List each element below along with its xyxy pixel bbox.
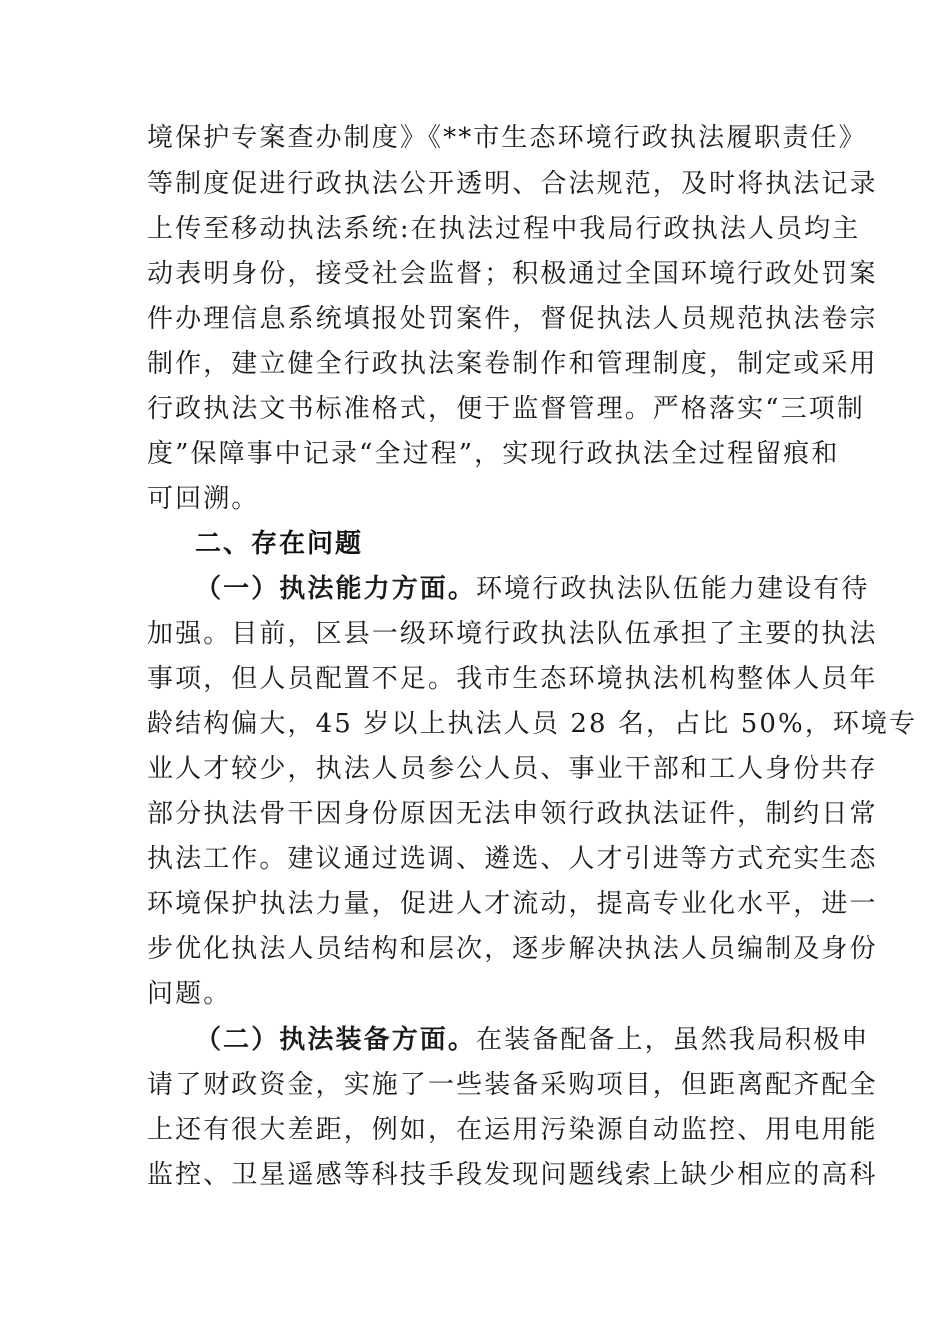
paragraph-1-line-8: 度”保障事中记录“全过程”，实现行政执法全过程留痕和 bbox=[147, 439, 840, 469]
paragraph-1-line-1: 境保护专案查办制度》《**市生态环境行政执法履职责任》 bbox=[147, 123, 867, 153]
paragraph-2-first-line-text: 环境行政执法队伍能力建设有待 bbox=[476, 574, 870, 604]
paragraph-2-line-3: 事项，但人员配置不足。我市生态环境执法机构整体人员年 bbox=[147, 664, 878, 694]
paragraph-1-line-9: 可回溯。 bbox=[147, 484, 260, 514]
paragraph-3-line-2: 请了财政资金，实施了一些装备采购项目，但距离配齐配全 bbox=[147, 1070, 878, 1100]
paragraph-3-line-3: 上还有很大差距，例如，在运用污染源自动监控、用电用能 bbox=[147, 1115, 878, 1145]
paragraph-2-line-5: 业人才较少，执法人员参公人员、事业干部和工人身份共存 bbox=[147, 754, 878, 784]
paragraph-2-line-7: 执法工作。建议通过选调、遴选、人才引进等方式充实生态 bbox=[147, 844, 878, 874]
paragraph-1-line-2: 等制度促进行政执法公开透明、合法规范，及时将执法记录 bbox=[147, 169, 878, 199]
paragraph-3-line-1 bbox=[195, 1018, 869, 1062]
paragraph-2-line-10: 问题。 bbox=[147, 979, 232, 1009]
paragraph-2-line-6: 部分执法骨干因身份原因无法申领行政执法证件，制约日常 bbox=[147, 799, 878, 829]
paragraph-1-line-7: 行政执法文书标准格式，便于监督管理。严格落实“三项制 bbox=[147, 394, 865, 424]
paragraph-1-line-4: 动表明身份，接受社会监督；积极通过全国环境行政处罚案 bbox=[147, 259, 878, 289]
paragraph-2-line-1 bbox=[195, 567, 869, 611]
paragraph-2-line-2: 加强。目前，区县一级环境行政执法队伍承担了主要的执法 bbox=[147, 619, 878, 649]
paragraph-1-line-5: 件办理信息系统填报处罚案件，督促执法人员规范执法卷宗 bbox=[147, 304, 878, 334]
paragraph-2-line-4: 龄结构偏大，45 岁以上执法人员 28 名，占比 50%，环境专 bbox=[147, 709, 918, 739]
paragraph-2-line-8: 环境保护执法力量，促进人才流动，提高专业化水平，进一 bbox=[147, 889, 878, 919]
paragraph-2-line-9: 步优化执法人员结构和层次，逐步解决执法人员编制及身份 bbox=[147, 934, 878, 964]
paragraph-2-subtitle: （一）执法能力方面。 bbox=[195, 574, 477, 604]
section-heading: 二、存在问题 bbox=[195, 529, 364, 559]
paragraph-1-line-3: 上传至移动执法系统:在执法过程中我局行政执法人员均主 bbox=[147, 214, 861, 244]
paragraph-3-subtitle: （二）执法装备方面。 bbox=[195, 1025, 477, 1055]
paragraph-1-line-6: 制作，建立健全行政执法案卷制作和管理制度，制定或采用 bbox=[147, 349, 878, 379]
paragraph-3-first-line-text: 在装备配备上，虽然我局积极申 bbox=[476, 1025, 870, 1055]
paragraph-3-line-4: 监控、卫星遥感等科技手段发现问题线索上缺少相应的高科 bbox=[147, 1160, 878, 1190]
